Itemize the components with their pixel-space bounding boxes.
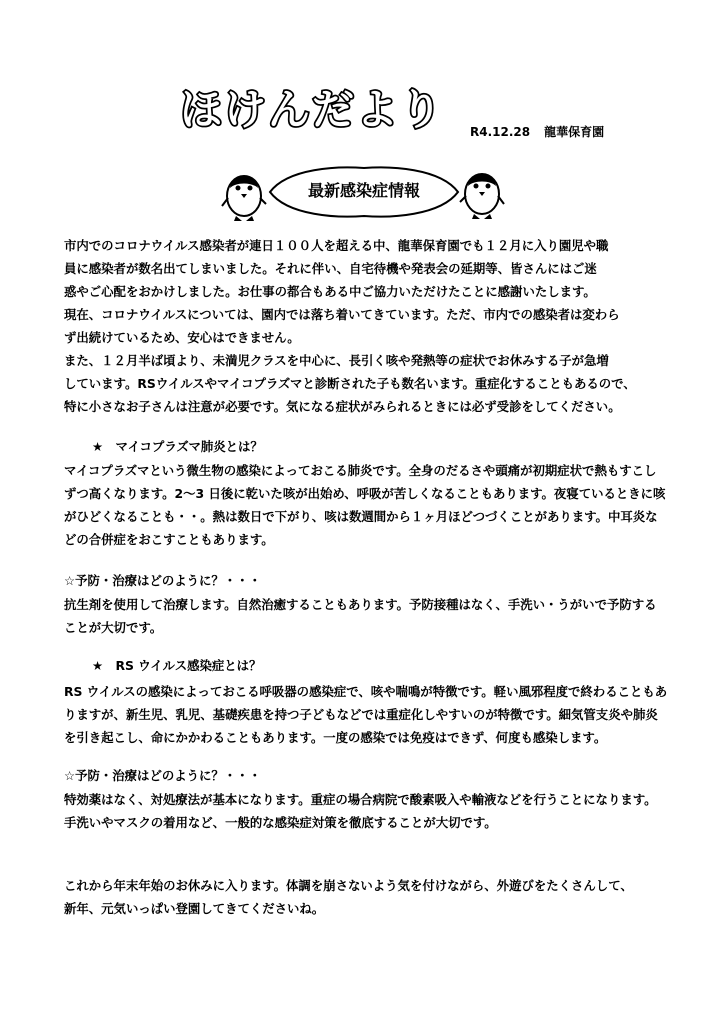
rsvirus-prevention-line: 手洗いやマスクの着用など、一般的な感染症対策を徹底することが大切です。 [64,815,497,830]
mycoplasma-prevention-line: 抗生剤を使用して治療します。自然治癒することもあります。予防接種はなく、手洗い・うがいで予防する [64,597,657,612]
section-banner [218,160,510,224]
mycoplasma-line: マイコプラズマという微生物の感染によっておこる肺炎です。全身のだるさや頭痛が初期症状で熱もすこし [64,463,657,478]
intro-line: 現在、コロナウイルスについては、園内では落ち着いてきています。ただ、市内での感染者は変わら [64,307,620,322]
rsvirus-line: を引き起こし、命にかかわることもあります。一度の感染では免疫はできず、何度も感染します。 [64,730,607,745]
rsvirus-prevention-paragraph [64,788,676,834]
date-organization [470,123,710,140]
organization-name: 龍華保育園 [544,125,605,139]
intro-line: また、１２月半ば頃より、未満児クラスを中心に、長引く咳や発熱等の症状でお休みする子が急増 [64,353,609,368]
penguin-icon [460,174,504,219]
banner-title: 最新感染症情報 [307,181,420,200]
mycoplasma-prevention-paragraph [64,593,676,639]
intro-line: 市内でのコロナウイルス感染者が連日１００人を超える中、龍華保育園でも１２月に入り園児や職 [64,238,609,253]
closing-line: 新年、元気いっぱい登園してきてくださいね。 [64,901,325,916]
newsletter-title: ほけんだより [180,85,445,134]
mycoplasma-line: どの合併症をおこすこともあります。 [64,532,274,547]
rsvirus-line: RS ウイルスの感染によっておこる呼吸器の感染症で、咳や喘鳴が特徴です。軽い風邪程度で終わることもあ [64,684,668,699]
masthead-title-graphic [176,72,476,142]
rsvirus-heading: ★ RS ウイルス感染症とは？ [92,658,262,673]
mycoplasma-paragraph [64,459,676,551]
penguin-icon [222,176,266,221]
closing-line: これから年末年始のお休みに入ります。体調を崩さないよう気を付けながら、外遊びをたくさんして、 [64,878,633,893]
intro-line: 惑やご心配をおかけしました。お仕事の都合もある中ご協力いただけたことに感謝いたします。 [64,284,596,299]
rsvirus-prevention-line: 特効薬はなく、対処療法が基本になります。重症の場合病院で酸素吸入や輸液などを行うことになります。 [64,792,657,807]
mycoplasma-prevention-heading: ☆予防・治療はどのように？・・・ [64,573,261,588]
mycoplasma-line: がひどくなることも・・。熱は数日で下がり、咳は数週間から１ヶ月ほどつづくことがあります。中耳炎な [64,509,658,524]
intro-line: ず出続けているため、安心はできません。 [64,330,300,345]
rsvirus-prevention-heading: ☆予防・治療はどのように？・・・ [64,768,261,783]
mycoplasma-heading: ★ マイコプラズマ肺炎とは？ [92,439,263,454]
intro-line: 特に小さなお子さんは注意が必要です。気になる症状がみられるときには必ず受診をしてください。 [64,399,621,414]
intro-paragraph [64,234,676,418]
intro-line: 員に感染者が数名出てしまいました。それに伴い、自宅待機や発表会の延期等、皆さんにはご迷 [64,261,597,276]
issue-date: R4.12.28 [470,125,531,139]
closing-paragraph [64,874,676,920]
intro-line: しています。RSウイルスやマイコプラズマと診断された子も数名います。重症化することもあるので、 [64,376,636,391]
mycoplasma-line: ずつ高くなります。2～3 日後に乾いた咳が出始め、呼吸が苦しくなることもあります。夜寝ているときに咳 [64,486,666,501]
rsvirus-line: りますが、新生児、乳児、基礎疾患を持つ子どもなどでは重症化しやすいのが特徴です。細気管支炎や肺炎 [64,707,658,722]
rsvirus-paragraph [64,680,676,749]
masthead [176,72,476,142]
mycoplasma-prevention-line: ことが大切です。 [64,620,163,635]
